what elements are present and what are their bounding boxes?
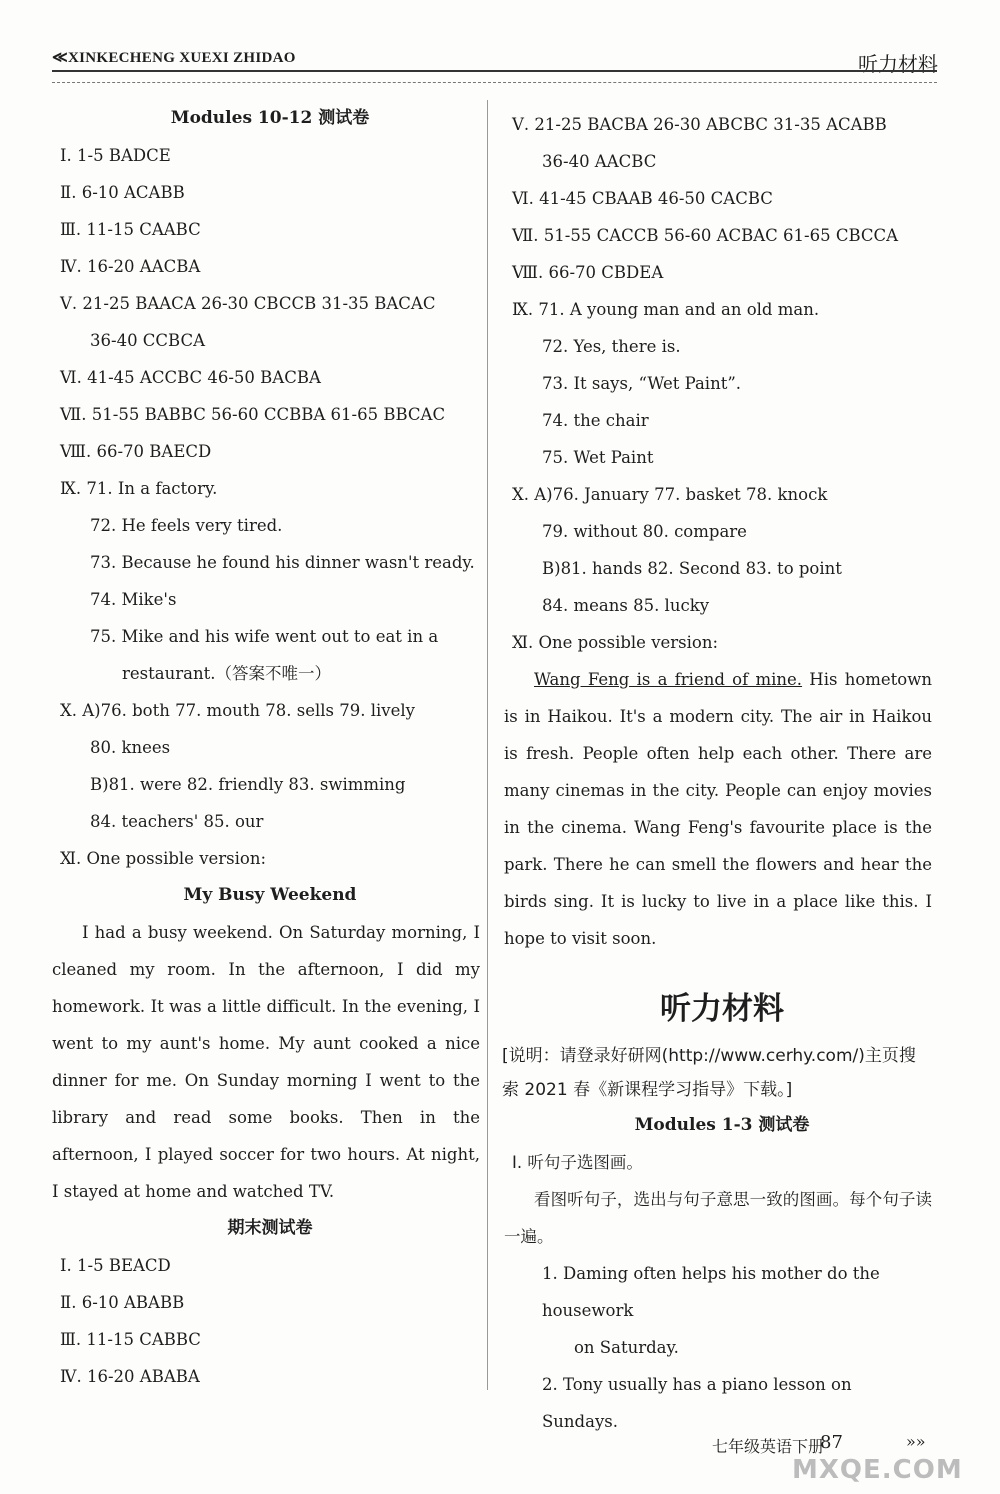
essay-paragraph bbox=[504, 661, 932, 957]
answer-line: Ⅱ. 6-10 ABABB bbox=[60, 1293, 185, 1312]
section-title: 期末测试卷 bbox=[227, 1218, 313, 1238]
answer-line: 36-40 AACBC bbox=[542, 152, 657, 171]
header-section-title: 听力材料 bbox=[858, 52, 938, 76]
answer-line: Ⅹ. A)76. both 77. mouth 78. sells 79. lively bbox=[60, 701, 415, 720]
essay-first-sentence: Wang Feng is a friend of mine. bbox=[534, 670, 803, 689]
answer-line: Ⅰ. 1-5 BEACD bbox=[60, 1256, 171, 1275]
section-title: Modules 10-12 测试卷 bbox=[170, 108, 370, 128]
answer-line: 36-40 CCBCA bbox=[90, 331, 206, 350]
answer-line: 84. means 85. lucky bbox=[542, 596, 710, 615]
answer-line: Ⅺ. One possible version: bbox=[60, 849, 267, 868]
answer-line: Ⅸ. 71. A young man and an old man. bbox=[512, 300, 820, 319]
answer-line: Ⅶ. 51-55 BABBC 56-60 CCBBA 61-65 BBCAC bbox=[60, 405, 446, 424]
answer-line: Ⅳ. 16-20 AACBA bbox=[60, 257, 201, 276]
answer-line: Ⅺ. One possible version: bbox=[512, 633, 719, 652]
answer-line: 73. Because he found his dinner wasn't ready. bbox=[90, 553, 475, 572]
right-column bbox=[502, 106, 932, 1440]
instruction: 看图听句子，选出与句子意思一致的图画。每个句子读一遍。 bbox=[504, 1190, 932, 1246]
answer-line: B)81. hands 82. Second 83. to point bbox=[542, 559, 842, 578]
answer-line: 75. Mike and his wife went out to eat in a bbox=[90, 627, 439, 646]
answer-line: Ⅸ. 71. In a factory. bbox=[60, 479, 218, 498]
next-arrow-icon: »» bbox=[906, 1432, 926, 1451]
answer-line: restaurant.（答案不唯一） bbox=[122, 664, 331, 683]
answer-line: Ⅲ. 11-15 CAABC bbox=[60, 220, 201, 239]
listening-material-title: 听力材料 bbox=[660, 991, 784, 1027]
answer-line: 75. Wet Paint bbox=[542, 448, 654, 467]
sentence-line: on Saturday. bbox=[574, 1338, 679, 1357]
footer-book-title: 七年级英语下册 bbox=[712, 1437, 825, 1456]
answer-line: Ⅹ. A)76. January 77. basket 78. knock bbox=[512, 485, 828, 504]
answer-line: 74. the chair bbox=[542, 411, 649, 430]
answer-line: 72. Yes, there is. bbox=[542, 337, 681, 356]
answer-line: Ⅵ. 41-45 ACCBC 46-50 BACBA bbox=[60, 368, 321, 387]
page-number: 87 bbox=[820, 1432, 843, 1453]
part-heading: Ⅰ. 听句子选图画。 bbox=[512, 1153, 643, 1172]
header-rule bbox=[52, 70, 937, 72]
answer-line: Ⅴ. 21-25 BAACA 26-30 CBCCB 31-35 BACAC bbox=[60, 294, 436, 313]
answer-line: Ⅷ. 66-70 CBDEA bbox=[512, 263, 664, 282]
essay-paragraph: I had a busy weekend. On Saturday morning, I cleaned my room. In the afternoon, I did my homework. It was a little difficult. In the evening, I went to my aunt's home. My aunt cooked a nice dinner for me. On Sunday morning I went to the library and read some books. Then in the afternoon, I played soccer for two hours. At night, I stayed at home and watched TV. bbox=[52, 923, 480, 1201]
header-series-title: ≪XINKECHENG XUEXI ZHIDAO bbox=[52, 50, 296, 66]
sentence-line: 2. Tony usually has a piano lesson on Sundays. bbox=[542, 1375, 852, 1431]
header-dashed-rule bbox=[52, 82, 937, 83]
column-divider bbox=[487, 100, 488, 1390]
download-note: [说明：请登录好研网(http://www.cerhy.com/)主页搜索 2021 春《新课程学习指导》下载。] bbox=[502, 1046, 916, 1100]
answer-line: Ⅴ. 21-25 BACBA 26-30 ABCBC 31-35 ACABB bbox=[512, 115, 887, 134]
answer-line: 73. It says, “Wet Paint”. bbox=[542, 374, 742, 393]
answer-line: Ⅳ. 16-20 ABABA bbox=[60, 1367, 200, 1386]
sentence-line: 1. Daming often helps his mother do the housework bbox=[542, 1264, 880, 1320]
answer-line: Ⅱ. 6-10 ACABB bbox=[60, 183, 185, 202]
answer-line: 74. Mike's bbox=[90, 590, 177, 609]
answer-line: 79. without 80. compare bbox=[542, 522, 747, 541]
answer-line: 72. He feels very tired. bbox=[90, 516, 283, 535]
section-title: Modules 1-3 测试卷 bbox=[634, 1115, 810, 1135]
answer-line: Ⅷ. 66-70 BAECD bbox=[60, 442, 212, 461]
answer-line: Ⅲ. 11-15 CABBC bbox=[60, 1330, 201, 1349]
essay-body: His hometown is in Haikou. It's a modern city. The air in Haikou is fresh. People often help each other. There are many cinemas in the city. People can enjoy movies in the cinema. Wang Feng's favourite place is the park. There he can smell the flowers and hear the birds sing. It is lucky to live in a place like this. I hope to visit soon. bbox=[504, 670, 932, 948]
answer-line: B)81. were 82. friendly 83. swimming bbox=[90, 775, 406, 794]
left-column bbox=[52, 100, 480, 1395]
answer-line: 80. knees bbox=[90, 738, 171, 757]
answer-line: Ⅰ. 1-5 BADCE bbox=[60, 146, 171, 165]
answer-line: Ⅶ. 51-55 CACCB 56-60 ACBAC 61-65 CBCCA bbox=[512, 226, 899, 245]
answer-line: 84. teachers' 85. our bbox=[90, 812, 264, 831]
watermark: MXQE.COM bbox=[792, 1455, 963, 1485]
essay-title: My Busy Weekend bbox=[183, 885, 357, 905]
answer-line: Ⅵ. 41-45 CBAAB 46-50 CACBC bbox=[512, 189, 773, 208]
